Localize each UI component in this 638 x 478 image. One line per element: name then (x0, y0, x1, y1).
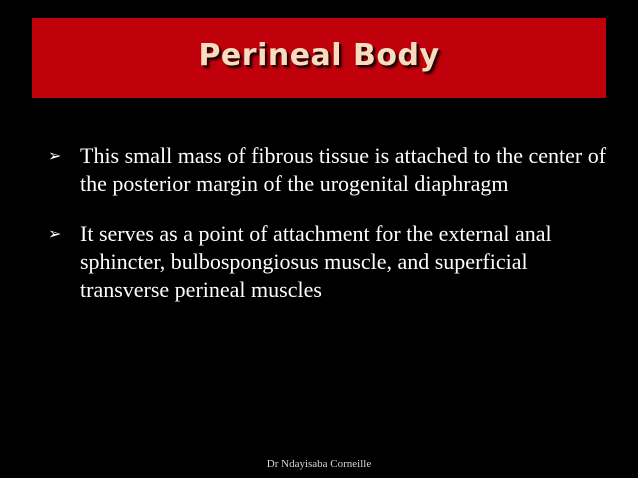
title-bar (32, 18, 606, 98)
bullet-item (48, 220, 608, 304)
bullet-item (48, 142, 608, 198)
arrow-bullet-icon: ➢ (48, 224, 62, 243)
bullet-text: It serves as a point of attachment for the external anal sphincter, bulbospongiosus muscle, and superficial transverse perineal muscles (80, 221, 552, 302)
bullet-list (48, 142, 608, 326)
bullet-text: This small mass of fibrous tissue is attached to the center of the posterior margin of the urogenital diaphragm (80, 143, 607, 196)
slide-title: Perineal Body (198, 37, 440, 73)
arrow-bullet-icon: ➢ (48, 146, 62, 165)
slide-footer: Dr Ndayisaba Corneille (266, 458, 372, 470)
